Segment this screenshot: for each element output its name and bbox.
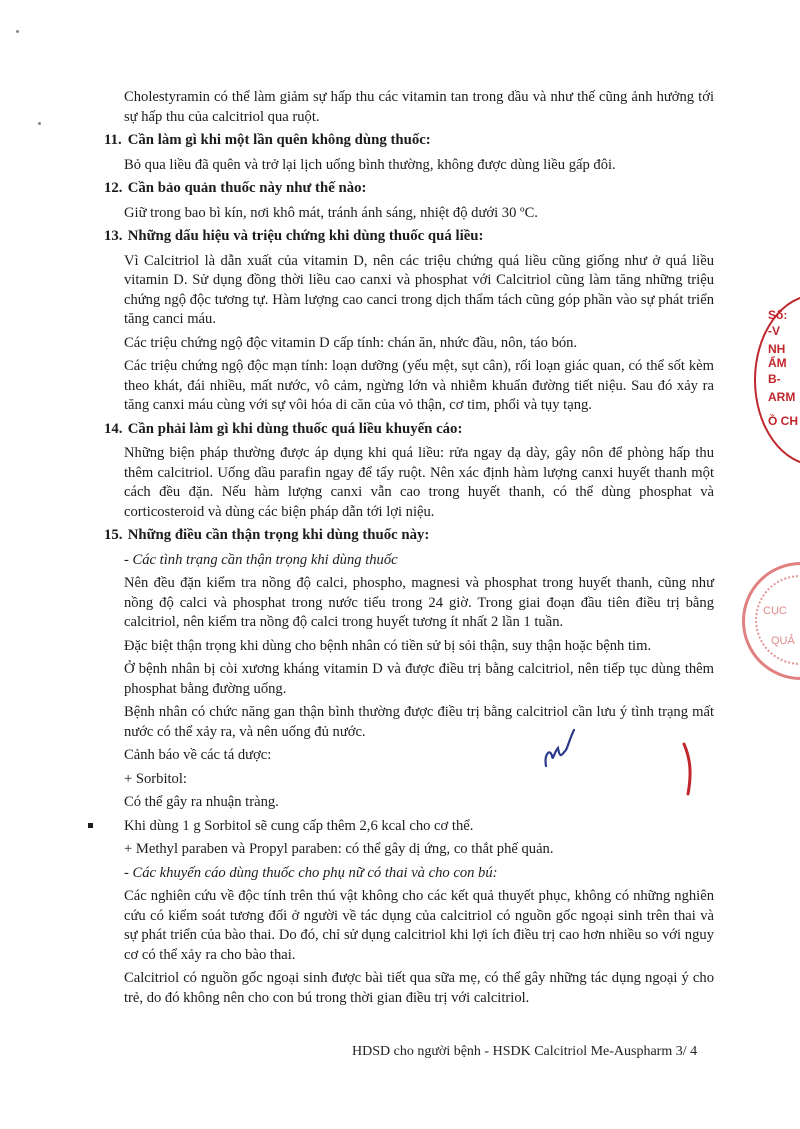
section-12-paragraph: Giữ trong bao bì kín, nơi khô mát, tránh ánh sáng, nhiệt độ dưới 30 ºC. [124,204,538,221]
seal-text: CỤC [763,605,787,617]
section-title: Cần bảo quản thuốc này như thế nào: [127,180,367,196]
stamp-text: B- [768,372,781,386]
scan-speck [38,122,41,125]
handwritten-initials [540,726,588,774]
stamp-text: ẨM [768,356,787,370]
page-footer: HDSD cho người bệnh - HSDK Calcitriol Me-Auspharm 3/ 4 [352,1044,698,1059]
section-12-heading [104,179,714,199]
stamp-text: Ồ CH [768,414,798,428]
bullet-text: Khi dùng 1 g Sorbitol sẽ cung cấp thêm 2,6 kcal cho cơ thể. [124,817,474,834]
seal-inner-ring [755,575,800,665]
stamp-text: ARM [768,390,796,404]
section-title: Những dấu hiệu và triệu chứng khi dùng thuốc quá liều: [127,228,484,244]
stamp-text: -V [768,324,780,338]
section-13-paragraph: Các triệu chứng ngộ độc mạn tính: loạn dưỡng (yếu mệt, sụt cân), rối loạn giác quan, có thể sốt kèm theo khát, đái nhiều, mất nước, vô cảm, ngừng lớn và nhiễm khuẩn đường tiết niệu. Sau đó xảy ra tăng canxi máu cùng với sự vôi hóa di căn của vỏ thận, cơ tim, phổi và tụy tạng. [124,358,714,413]
section-title: Cần phải làm gì khi dùng thuốc quá liều khuyến cáo: [127,420,463,437]
section-number: 11. [104,132,122,148]
bullet-icon [88,823,93,828]
section-number: 13. [104,228,123,244]
bullet-item [124,817,714,837]
excipient-warning-label: Cảnh báo về các tá dược: [124,747,272,763]
section-15-paragraph: Ở bệnh nhân bị còi xương kháng vitamin D và được điều trị bằng calcitriol, nên tiếp tục dùng thêm phosphat bằng đường uống. [124,661,714,697]
section-13-paragraph: Vì Calcitriol là dẫn xuất của vitamin D, nên các triệu chứng quá liều cũng giống như ở quá liều vitamin D. Sử dụng đồng thời liều cao canxi và phosphat với Calcitriol cũng làm tăng những triệu chứng ngộ độc tương tự. Hàm lượng cao canci trong dịch thẩm tách cũng góp phần vào sự phát triển tăng canci máu. [124,252,714,327]
scan-speck [16,30,19,33]
section-13-heading [104,227,714,247]
section-11-heading [104,131,714,151]
section-title: Những điều cần thận trọng khi dùng thuốc này: [127,527,430,543]
section-number: 15. [104,527,123,543]
document-body [104,88,714,1012]
official-seal [742,562,800,680]
section-15-paragraph: Bệnh nhân có chức năng gan thận bình thường được điều trị bằng calcitriol cần lưu ý tình trạng mất nước có thể xảy ra, và nên uống đủ nước. [124,704,714,740]
subheading-pregnancy: - Các khuyến cáo dùng thuốc cho phụ nữ có thai và cho con bú: [124,864,498,881]
paraben-warning: + Methyl paraben và Propyl paraben: có thể gây dị ứng, co thắt phế quản. [124,841,554,857]
section-number: 14. [104,420,123,437]
section-number: 12. [104,180,123,196]
stamp-text: Số: [768,308,788,322]
section-15-paragraph: Các nghiên cứu về độc tính trên thú vật không cho các kết quả thuyết phục, không có những nghiên cứu có kiểm soát tương đối ở người về tác dụng của calcitriol có nguồn gốc ngoại sinh trên thai và sự phát triển của bào thai. Do đó, chỉ sử dụng calcitriol khi lợi ích điều trị cao hơn nhiều so với nguy cơ có thể xảy ra cho bào thai. [124,888,714,963]
section-15-paragraph: Calcitriol có nguồn gốc ngoại sinh được bài tiết qua sữa mẹ, có thể gây những tác dụng ngoại ý cho trẻ, do đó không nên cho con bú trong thời gian điều trị với calcitriol. [124,970,714,1006]
section-14-heading [104,420,714,440]
section-15-paragraph: Đặc biệt thận trọng khi dùng cho bệnh nhân có tiền sử bị sỏi thận, suy thận hoặc bệnh tim. [124,637,652,654]
seal-text: QUẢ [771,635,795,647]
sorbitol-label: + Sorbitol: [124,770,187,787]
intro-paragraph: Cholestyramin có thể làm giảm sự hấp thu các vitamin tan trong dầu và như thế cũng ảnh hưởng tới sự hấp thu của calcitriol qua ruột. [124,89,714,125]
section-14-paragraph: Những biện pháp thường được áp dụng khi quá liều: rửa ngay dạ dày, gây nôn để phòng hấp thu thêm calcitriol. Uống dầu parafin ngay để tẩy ruột. Nên xác định hàm lượng canxi huyết thanh một cách đều đặn. Nếu hàm lượng canxi vẫn cao trong huyết thanh, có thể dùng phosphat và corticosteroid và dùng các biện pháp dẫn tới lợi niệu. [124,445,714,520]
red-pen-mark [678,740,702,800]
section-15-heading [104,526,714,546]
approval-stamp [760,298,800,458]
section-15-paragraph: Nên đều đặn kiểm tra nồng độ calci, phospho, magnesi và phosphat trong huyết thanh, cũng như nồng độ calci và phosphat trong nước tiểu trong 24 giờ. Trong giai đoạn đầu tiên điều trị bằng calcitriol, nên kiểm tra nồng độ calci trong huyết tương ít nhất 2 lần 1 tuần. [124,575,714,630]
section-11-paragraph: Bỏ qua liều đã quên và trở lại lịch uống bình thường, không được dùng liều gấp đôi. [124,156,616,173]
subheading-precautions: - Các tình trạng cần thận trọng khi dùng thuốc [124,551,398,568]
section-13-paragraph: Các triệu chứng ngộ độc vitamin D cấp tính: chán ăn, nhức đầu, nôn, táo bón. [124,334,578,351]
sorbitol-effect: Có thể gây ra nhuận tràng. [124,794,279,810]
section-title: Cần làm gì khi một lần quên không dùng thuốc: [127,132,431,148]
stamp-text: NH [768,342,786,356]
